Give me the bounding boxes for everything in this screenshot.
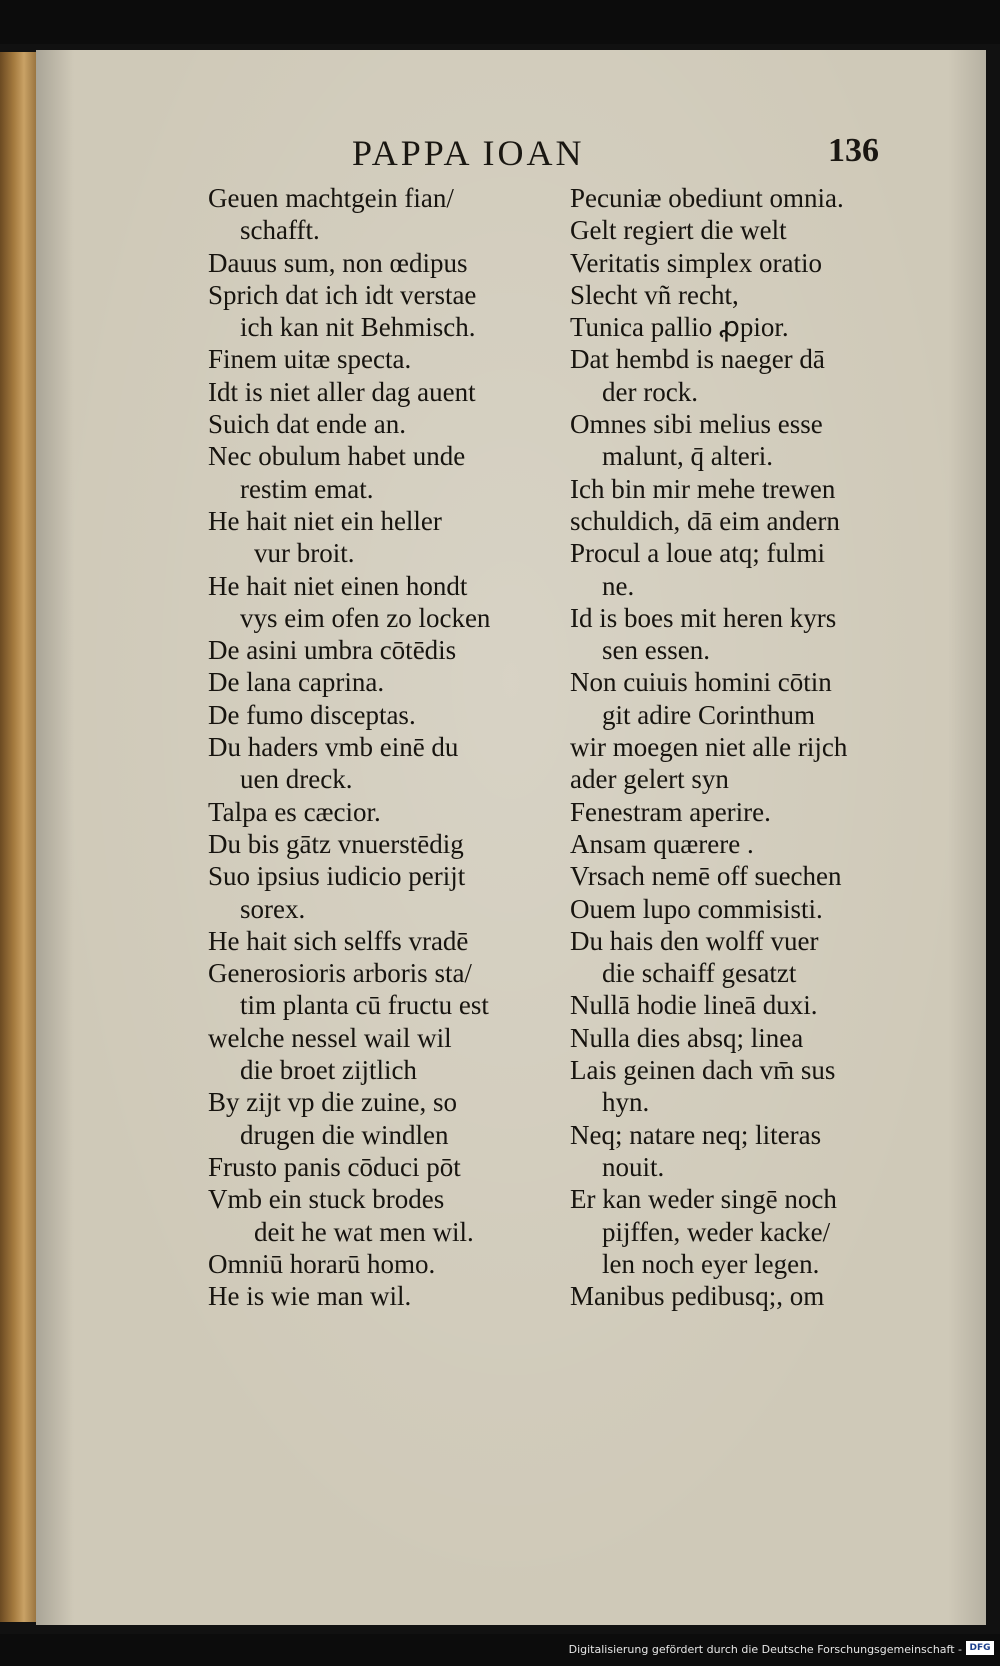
text-line: Neq; natare neq; literas bbox=[570, 1119, 822, 1150]
text-line: schuldich, dā eim andern bbox=[570, 505, 840, 536]
text-line: Ich bin mir mehe trewen bbox=[570, 473, 836, 504]
text-line: Nulla dies absq; linea bbox=[570, 1022, 804, 1053]
text-line: restim emat. bbox=[240, 473, 374, 504]
funding-credit: Digitalisierung gefördert durch die Deutsche Forschungsgemeinschaft - bbox=[568, 1643, 962, 1656]
text-line: Talpa es cæcior. bbox=[208, 796, 381, 827]
text-line: He hait sich selffs vradē bbox=[208, 925, 469, 956]
right-text-column bbox=[570, 182, 982, 1312]
text-line: die broet zijtlich bbox=[240, 1055, 417, 1086]
text-line: ader gelert syn bbox=[570, 764, 729, 795]
text-line: ich kan nit Behmisch. bbox=[240, 312, 476, 343]
text-line: len noch eyer legen. bbox=[602, 1248, 820, 1279]
text-line: He hait niet ein heller bbox=[208, 505, 442, 536]
text-line: Procul a loue atq; fulmi bbox=[570, 538, 825, 569]
footer-bar bbox=[0, 1634, 1000, 1666]
text-line: Suich dat ende an. bbox=[208, 409, 406, 440]
text-line: Ansam quærere . bbox=[570, 828, 754, 859]
text-line: Dauus sum, non œdipus bbox=[208, 247, 468, 278]
text-line: Id is boes mit heren kyrs bbox=[570, 602, 837, 633]
text-line: Generosioris arboris sta/ bbox=[208, 958, 472, 989]
text-line: Sprich dat ich idt verstae bbox=[208, 279, 477, 310]
page-header bbox=[36, 132, 986, 182]
text-line: deit he wat men wil. bbox=[254, 1216, 474, 1247]
text-line: sen essen. bbox=[602, 635, 710, 666]
text-line: tim planta cū fructu est bbox=[240, 990, 489, 1021]
left-text-column bbox=[208, 182, 608, 1312]
text-line: Veritatis simplex oratio bbox=[570, 247, 822, 278]
text-line: Pecuniæ obediunt omnia. bbox=[570, 183, 844, 213]
page-number: 136 bbox=[828, 132, 879, 169]
text-line: Omniū horarū homo. bbox=[208, 1248, 436, 1279]
text-line: Frusto panis cōduci pōt bbox=[208, 1151, 461, 1182]
text-line: git adire Corinthum bbox=[602, 699, 815, 730]
text-line: Suo ipsius iudicio perijt bbox=[208, 861, 466, 892]
book-page-edges bbox=[0, 52, 40, 1622]
text-line: Manibus pedibusq;, om bbox=[570, 1281, 825, 1312]
text-line: wir moegen niet alle rijch bbox=[570, 732, 848, 763]
text-line: drugen die windlen bbox=[240, 1119, 449, 1150]
text-line: der rock. bbox=[602, 376, 698, 407]
text-line: hyn. bbox=[602, 1087, 650, 1118]
text-line: Er kan weder singē noch bbox=[570, 1184, 837, 1215]
text-line: vys eim ofen zo locken bbox=[240, 602, 491, 633]
text-line: Nullā hodie lineā duxi. bbox=[570, 990, 818, 1021]
text-line: Ouem lupo commisisti. bbox=[570, 893, 823, 924]
text-line: By zijt vp die zuine, so bbox=[208, 1087, 457, 1118]
text-line: He is wie man wil. bbox=[208, 1281, 412, 1312]
text-line: De fumo disceptas. bbox=[208, 699, 416, 730]
text-line: pijffen, weder kacke/ bbox=[602, 1216, 831, 1247]
text-line: schafft. bbox=[240, 215, 320, 246]
text-line: vur broit. bbox=[254, 538, 355, 569]
text-line: Gelt regiert die welt bbox=[570, 215, 787, 246]
text-line: Omnes sibi melius esse bbox=[570, 409, 823, 440]
text-line: Tunica pallio ꝓpior. bbox=[570, 312, 789, 343]
running-head: PAPPA IOAN bbox=[352, 133, 585, 173]
text-line: He hait niet einen hondt bbox=[208, 570, 468, 601]
text-line: Vmb ein stuck brodes bbox=[208, 1184, 445, 1215]
text-line: uen dreck. bbox=[240, 764, 353, 795]
text-line: Nec obulum habet unde bbox=[208, 441, 466, 472]
text-line: Geuen machtgein fian/ bbox=[208, 183, 454, 213]
text-line: Lais geinen dach vm̄ sus bbox=[570, 1055, 836, 1086]
dfg-logo: DFG bbox=[966, 1641, 994, 1655]
text-line: welche nessel wail wil bbox=[208, 1022, 452, 1053]
text-line: Du hais den wolff vuer bbox=[570, 925, 819, 956]
book-page bbox=[36, 50, 986, 1625]
text-line: Du bis gātz vnuerstēdig bbox=[208, 828, 464, 859]
text-line: Non cuiuis homini cōtin bbox=[570, 667, 832, 698]
text-line: Fenestram aperire. bbox=[570, 796, 771, 827]
text-line: malunt, q̄ alteri. bbox=[602, 441, 773, 472]
text-line: nouit. bbox=[602, 1151, 665, 1182]
text-line: De asini umbra cōtēdis bbox=[208, 635, 457, 666]
text-line: Du haders vmb einē du bbox=[208, 732, 459, 763]
text-line: Finem uitæ specta. bbox=[208, 344, 412, 375]
text-line: Idt is niet aller dag auent bbox=[208, 376, 476, 407]
text-line: die schaiff gesatzt bbox=[602, 958, 797, 989]
text-line: sorex. bbox=[240, 893, 306, 924]
text-line: Dat hembd is naeger dā bbox=[570, 344, 825, 375]
text-line: ne. bbox=[602, 570, 635, 601]
text-line: Vrsach nemē off suechen bbox=[570, 861, 842, 892]
text-line: De lana caprina. bbox=[208, 667, 385, 698]
text-line: Slecht vñ recht, bbox=[570, 279, 739, 310]
